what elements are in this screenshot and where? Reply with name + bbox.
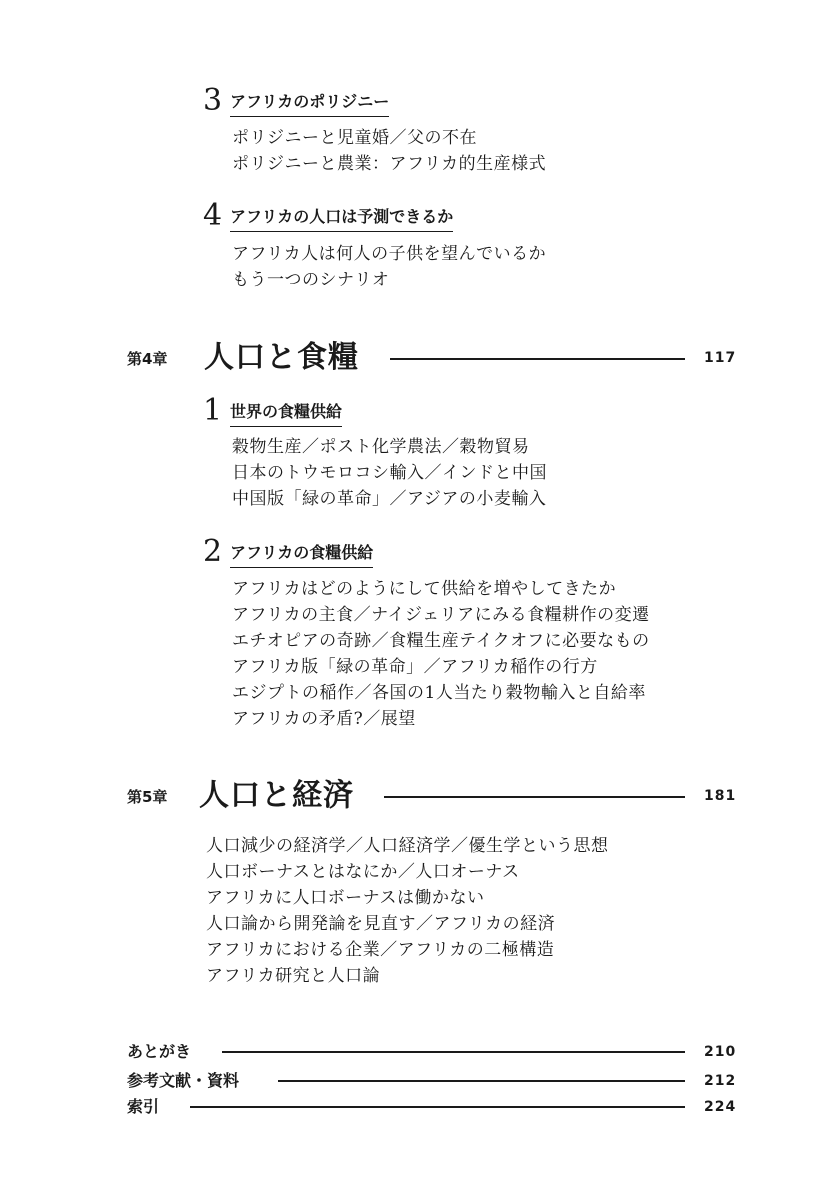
section-items (232, 125, 546, 177)
leader-rule (222, 1051, 685, 1053)
chapter-4-heading[interactable] (0, 338, 825, 380)
back-matter-label: 参考文献・資料 (127, 1071, 240, 1090)
toc-item: 日本のトウモロコシ輸入／インドと中国 (232, 463, 547, 483)
leader-rule (384, 796, 685, 798)
back-matter-references[interactable] (0, 1071, 825, 1093)
toc-item: 穀物生産／ポスト化学農法／穀物貿易 (232, 437, 530, 457)
chapter-label: 第5章 (127, 788, 168, 806)
chapter-title: 人口と食糧 (204, 340, 359, 375)
page-number: 212 (704, 1073, 737, 1089)
section-title: アフリカのポリジニー (230, 92, 389, 117)
page-number: 224 (704, 1099, 737, 1115)
chapter-5-heading[interactable] (0, 776, 825, 818)
back-matter-label: 索引 (127, 1097, 160, 1116)
toc-item: ポリジニーと農業：アフリカ的生産様式 (232, 154, 547, 174)
toc-item: 人口論から開発論を見直す／アフリカの経済 (206, 914, 556, 934)
toc-item: 人口ボーナスとはなにか／人口オーナス (206, 862, 520, 882)
toc-item: アフリカ版「緑の革命」／アフリカ稲作の行方 (232, 657, 598, 677)
back-matter-index[interactable] (0, 1097, 825, 1119)
section-title: アフリカの人口は予測できるか (230, 207, 453, 232)
toc-item: エチオピアの奇跡／食糧生産テイクオフに必要なもの (232, 631, 650, 651)
chapter-label: 第4章 (127, 350, 168, 368)
section-title: 世界の食糧供給 (230, 402, 342, 427)
section-title: アフリカの食糧供給 (230, 543, 373, 568)
toc-item: アフリカに人口ボーナスは働かない (206, 888, 485, 908)
section-items (232, 434, 547, 512)
toc-item: アフリカ人は何人の子供を望んでいるか (232, 244, 547, 264)
toc-item: アフリカの主食／ナイジェリアにみる食糧耕作の変遷 (232, 605, 650, 625)
section-number: 1 (203, 393, 223, 428)
toc-item: アフリカ研究と人口論 (206, 966, 381, 986)
back-matter-afterword[interactable] (0, 1042, 825, 1064)
page-number: 181 (704, 788, 737, 804)
chapter-items (206, 833, 609, 989)
toc-item: もう一つのシナリオ (232, 270, 390, 290)
toc-item: エジプトの稲作／各国の1人当たり穀物輸入と自給率 (232, 683, 646, 703)
toc-item: アフリカの矛盾?／展望 (232, 709, 416, 729)
toc-item: アフリカにおける企業／アフリカの二極構造 (206, 940, 555, 960)
leader-rule (390, 358, 685, 360)
section-items (232, 241, 546, 293)
section-items (232, 576, 650, 732)
page-number: 210 (704, 1044, 737, 1060)
toc-item: 中国版「緑の革命」／アジアの小麦輸入 (232, 489, 547, 509)
section-number: 3 (203, 83, 223, 118)
toc-item: 人口減少の経済学／人口経済学／優生学という思想 (206, 836, 609, 856)
toc-item: アフリカはどのようにして供給を増やしてきたか (232, 579, 617, 599)
section-number: 2 (203, 534, 223, 569)
leader-rule (278, 1080, 685, 1082)
page-number: 117 (704, 350, 737, 366)
section-number: 4 (203, 198, 223, 233)
toc-item: ポリジニーと児童婚／父の不在 (232, 128, 477, 148)
leader-rule (190, 1106, 685, 1108)
back-matter-label: あとがき (127, 1042, 192, 1061)
chapter-title: 人口と経済 (199, 778, 354, 813)
